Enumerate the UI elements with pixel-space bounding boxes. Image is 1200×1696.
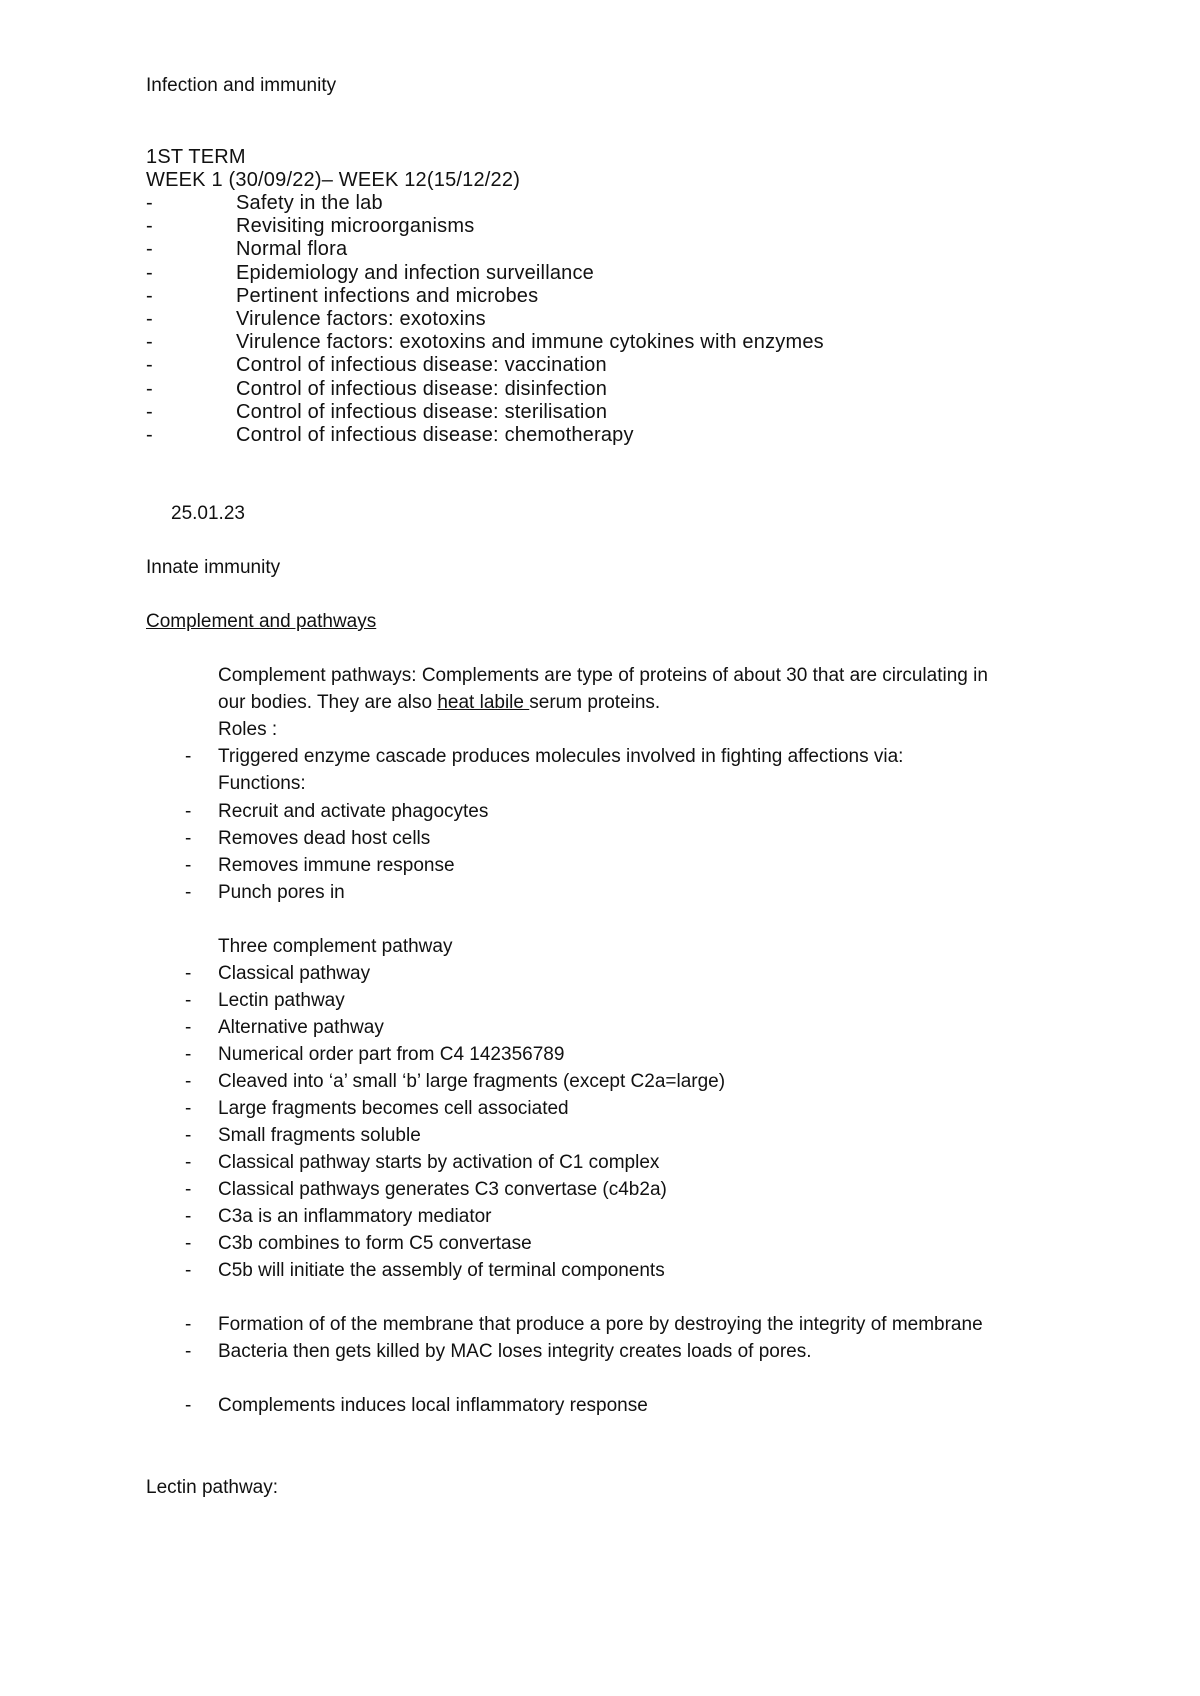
roles-label: Roles :	[218, 719, 278, 740]
functions-label: Functions:	[218, 773, 306, 794]
section-title: Innate immunity	[146, 557, 281, 578]
intro-paragraph-line1: Complement pathways: Complements are type of proteins of about 30 that are circulating in	[218, 665, 988, 686]
term-weeks: WEEK 1 (30/09/22)– WEEK 12(15/12/22)	[146, 169, 521, 191]
intro-paragraph-line2: our bodies. They are also heat labile serum proteins.	[218, 692, 661, 713]
document-title: Infection and immunity	[146, 75, 337, 96]
lectin-heading: Lectin pathway:	[146, 1477, 279, 1498]
term-heading: 1ST TERM	[146, 146, 246, 168]
pathway-heading: Three complement pathway	[218, 936, 453, 957]
entry-date: 25.01.23	[171, 503, 245, 524]
subsection-title: Complement and pathways	[146, 611, 377, 632]
document-page: Infection and immunity 1ST TERM WEEK 1 (30/09/22)– WEEK 12(15/12/22) - Safety in the lab - Revisiting microorganisms - Normal flora - Epidemiology and infection surveillance - Pertinent infections and microbes - Virulence factors: exotoxins - Virulence factors: exotoxins and immune cytokines with enzymes - Control of infectious disease: vaccination - Control of infectious disease: disinfection - Control of infectious disease: sterilisation - Control of infectious disease: chemotherapy 25.01.23 Innate immunity Complement and pathways Complement pathways: Complements are type of proteins of about 30 that are circulating in our bodies. They are also heat labile serum proteins. Roles : - Triggered enzyme cascade produces molecules involved in fighting affections via: Functions: - Recruit and activate phagocytes - Removes dead host cells - Removes immune response - Punch pores in Three complement pathway - Classical pathway - Lectin pathway - Alternative pathway - Numerical order part from C4 142356789 - Cleaved into ‘a’ small ‘b’ large fragments (except C2a=large) - Large fragments becomes cell associated - Small fragments soluble - Classical pathway starts by activation of C1 complex - Classical pathways generates C3 convertase (c4b2a) - C3a is an inflammatory mediator - C3b combines to form C5 convertase - C5b will initiate the assembly of terminal components - Formation of of the membrane that produce a pore by destroying the integrity of membrane - Bacteria then gets killed by MAC loses integrity creates loads of pores. - Complements induces local inflammatory response Lectin pathway:	[146, 75, 988, 1498]
heat-labile-term: heat labile	[437, 692, 530, 713]
